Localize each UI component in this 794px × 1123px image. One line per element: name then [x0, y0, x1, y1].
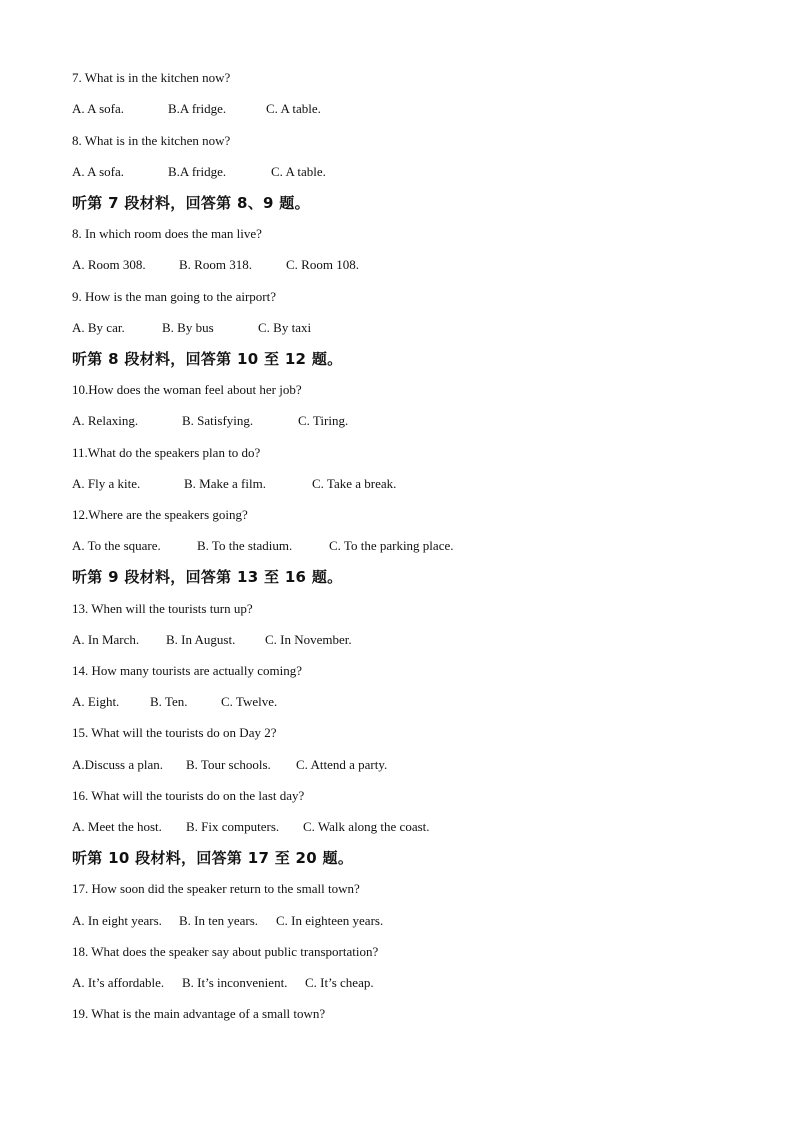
- answer-option: A. Relaxing.: [72, 413, 139, 428]
- answer-option: B. Fix computers.: [186, 819, 280, 834]
- answer-option: C. A table.: [271, 164, 326, 179]
- answer-option: A. Fly a kite.: [72, 476, 141, 491]
- answer-option: B. Satisfying.: [182, 413, 254, 428]
- answer-option: B. Room 318.: [179, 257, 252, 272]
- answer-option: A. A sofa.: [72, 164, 124, 179]
- answer-option: B. It’s inconvenient.: [182, 975, 288, 990]
- section-heading: 听第 9 段材料，回答第 13 至 16 题。: [72, 568, 343, 586]
- question-text: 17. How soon did the speaker return to the small town?: [72, 881, 360, 896]
- answer-option: C. Tiring.: [298, 413, 349, 428]
- answer-option: A. A sofa.: [72, 101, 124, 116]
- answer-option: A. It’s affordable.: [72, 975, 165, 990]
- question-text: 12.Where are the speakers going?: [72, 507, 248, 522]
- answer-option: C. To the parking place.: [329, 538, 454, 553]
- answer-option: C. It’s cheap.: [305, 975, 374, 990]
- question-text: 16. What will the tourists do on the last day?: [72, 788, 305, 803]
- answer-option: B. In ten years.: [179, 913, 259, 928]
- question-text: 8. What is in the kitchen now?: [72, 133, 231, 148]
- question-text: 10.How does the woman feel about her job?: [72, 382, 302, 397]
- answer-option: B. Make a film.: [184, 476, 266, 491]
- answer-option: C. Walk along the coast.: [303, 819, 430, 834]
- answer-option: C. Take a break.: [312, 476, 397, 491]
- answer-option: C. A table.: [266, 101, 321, 116]
- answer-option: A. By car.: [72, 320, 125, 335]
- answer-option: A. To the square.: [72, 538, 161, 553]
- answer-option: C. In eighteen years.: [276, 913, 384, 928]
- question-text: 15. What will the tourists do on Day 2?: [72, 725, 277, 740]
- answer-option: C. Attend a party.: [296, 757, 388, 772]
- answer-option: C. Twelve.: [221, 694, 278, 709]
- answer-option: B. Tour schools.: [186, 757, 271, 772]
- answer-option: B.A fridge.: [168, 164, 227, 179]
- answer-option: A. Room 308.: [72, 257, 146, 272]
- answer-option: B. By bus: [162, 320, 214, 335]
- section-heading: 听第 7 段材料，回答第 8、9 题。: [72, 194, 310, 212]
- question-text: 8. In which room does the man live?: [72, 226, 262, 241]
- answer-option: B.A fridge.: [168, 101, 227, 116]
- question-text: 13. When will the tourists turn up?: [72, 601, 253, 616]
- answer-option: A. Eight.: [72, 694, 120, 709]
- question-text: 18. What does the speaker say about public transportation?: [72, 944, 379, 959]
- question-text: 9. How is the man going to the airport?: [72, 289, 276, 304]
- answer-option: C. Room 108.: [286, 257, 359, 272]
- question-text: 14. How many tourists are actually coming?: [72, 663, 302, 678]
- answer-option: A.Discuss a plan.: [72, 757, 163, 772]
- answer-option: B. To the stadium.: [197, 538, 293, 553]
- answer-option: B. In August.: [166, 632, 236, 647]
- section-heading: 听第 8 段材料，回答第 10 至 12 题。: [72, 350, 343, 368]
- answer-option: A. In March.: [72, 632, 140, 647]
- answer-option: C. In November.: [265, 632, 352, 647]
- answer-option: A. Meet the host.: [72, 819, 162, 834]
- answer-option: B. Ten.: [150, 694, 188, 709]
- section-heading: 听第 10 段材料，回答第 17 至 20 题。: [72, 849, 354, 867]
- answer-option: A. In eight years.: [72, 913, 162, 928]
- question-text: 19. What is the main advantage of a small town?: [72, 1006, 326, 1021]
- question-text: 11.What do the speakers plan to do?: [72, 445, 261, 460]
- question-text: 7. What is in the kitchen now?: [72, 70, 231, 85]
- answer-option: C. By taxi: [258, 320, 312, 335]
